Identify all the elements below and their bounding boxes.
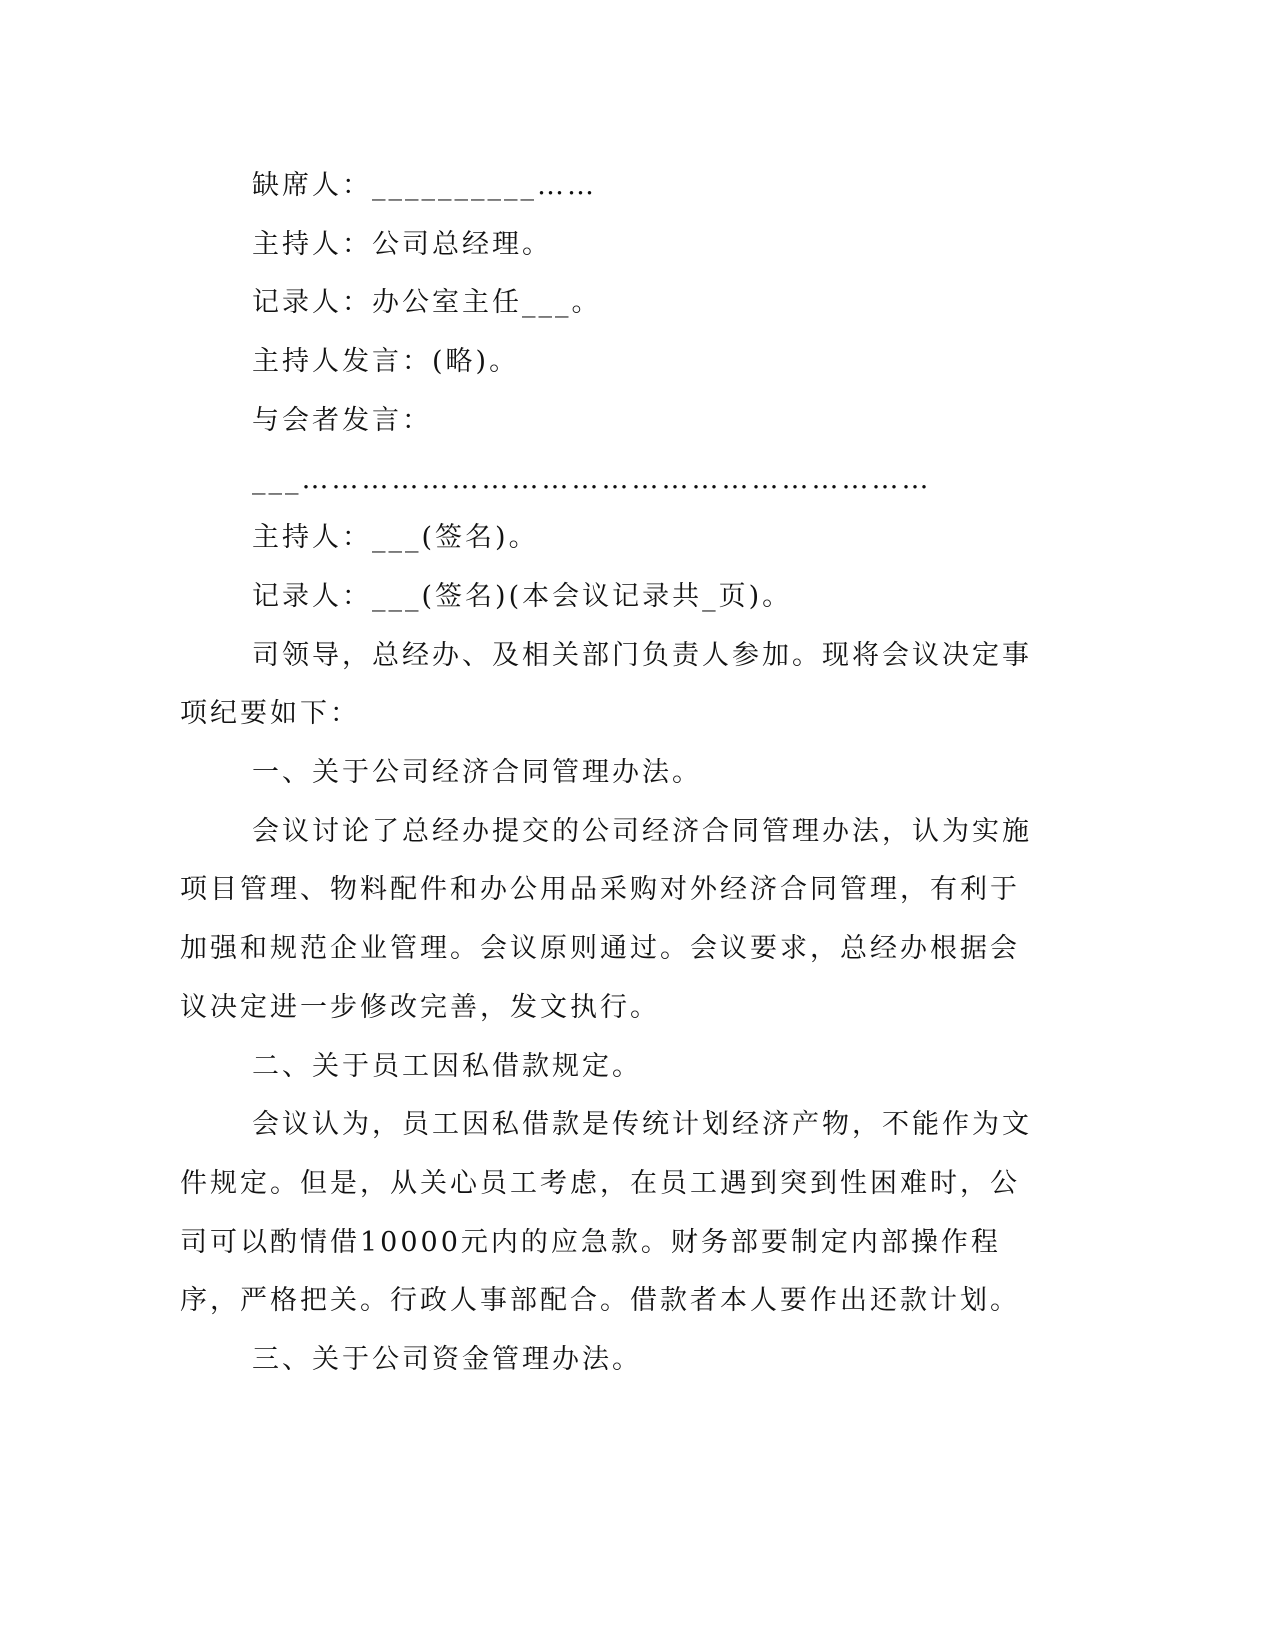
- host-signature-line: 主持人：___(签名)。: [252, 522, 539, 554]
- absentees-line: 缺席人：__________……: [252, 170, 597, 201]
- host-line: 主持人：公司总经理。: [252, 228, 552, 260]
- host-speech-line: 主持人发言：(略)。: [252, 346, 520, 378]
- document-body: [180, 157, 1040, 1390]
- section-heading-2: 二、关于员工因私借款规定。: [252, 1050, 642, 1082]
- recorder-signature-line: 记录人：___(签名)(本会议记录共_页)。: [252, 580, 793, 612]
- summary-intro-paragraph: 司领导，总经办、及相关部门负责人参加。现将会议决定事项纪要如下：: [180, 639, 1032, 730]
- section-body-2: 会议认为，员工因私借款是传统计划经济产物，不能作为文件规定。但是，从关心员工考虑，在员工遇到突到性困难时，公司可以酌情借10000元内的应急款。财务部要制定内部操作程序，严格把关。行政人事部配合。借款者本人要作出还款计划。: [180, 1109, 1032, 1317]
- section-heading-1: 一、关于公司经济合同管理办法。: [252, 757, 702, 789]
- section-heading-3: 三、关于公司资金管理办法。: [252, 1344, 642, 1376]
- recorder-line: 记录人：办公室主任___。: [252, 287, 602, 319]
- attendee-speech-blank: ___………………………………………………………: [252, 463, 932, 495]
- attendee-speech-label: 与会者发言：: [252, 404, 432, 436]
- section-body-1: 会议讨论了总经办提交的公司经济合同管理办法，认为实施项目管理、物料配件和办公用品采购对外经济合同管理，有利于加强和规范企业管理。会议原则通过。会议要求，总经办根据会议决定进一步修改完善，发文执行。: [180, 815, 1032, 1023]
